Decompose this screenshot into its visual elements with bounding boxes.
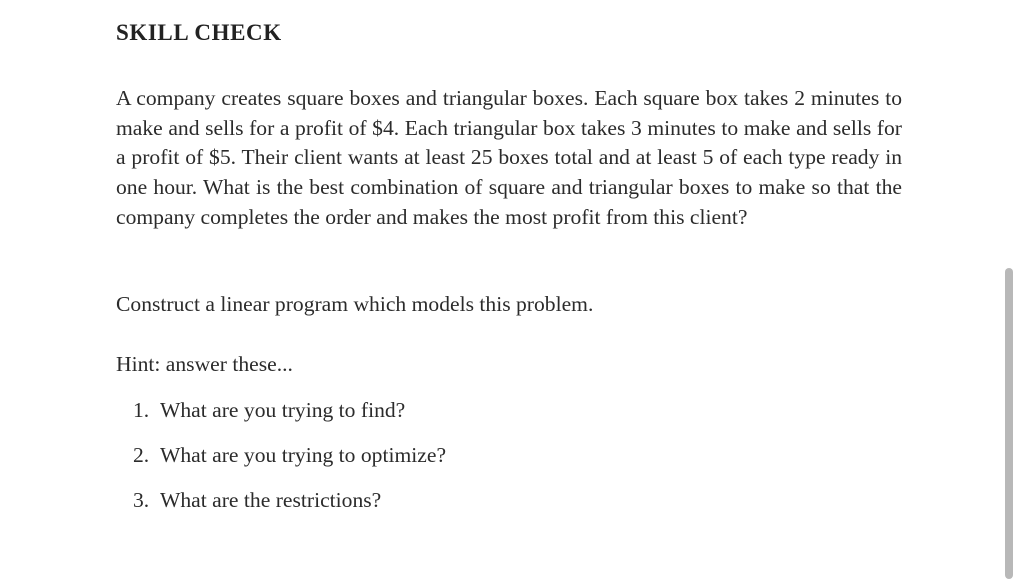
scrollbar-thumb[interactable] [1005,268,1013,579]
question-list [133,396,446,531]
list-item [133,441,446,486]
problem-paragraph: A company creates square boxes and triangular boxes. Each square box takes 2 minutes to make and sells for a profit of $4. Each triangular box takes 3 minutes to make and sells for a profit of $5. Their client wants at least 25 boxes total and at least 5 of each type ready in one hour. What is the best combination of square and triangular boxes to make so that the company completes the order and makes the most profit from this client? [116,86,902,229]
hint-text: Hint: answer these... [116,352,293,376]
section-heading: SKILL CHECK [116,20,282,45]
instruction-text: Construct a linear program which models this problem. [116,292,594,316]
question-text: What are you trying to optimize? [160,443,447,467]
question-number: 2. [133,443,150,467]
question-number: 3. [133,488,150,512]
list-item [133,396,446,441]
list-item [133,486,446,531]
question-number: 1. [133,398,150,422]
question-text: What are you trying to find? [160,398,406,422]
question-text: What are the restrictions? [160,488,382,512]
